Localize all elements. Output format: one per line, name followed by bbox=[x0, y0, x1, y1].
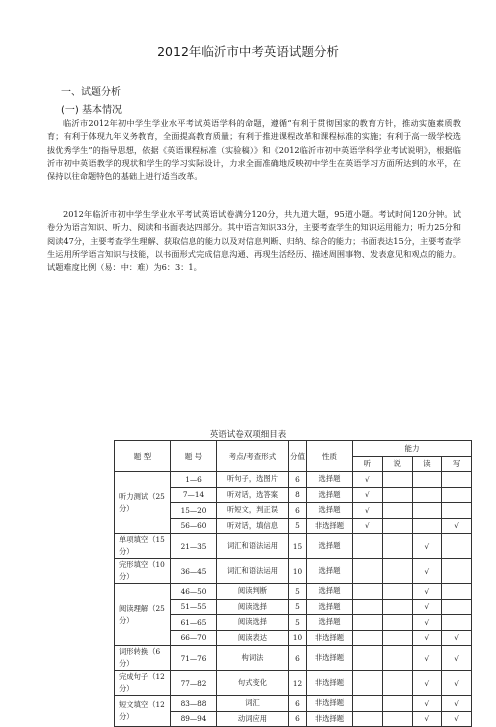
table-row bbox=[115, 696, 472, 712]
score-cell: 5 bbox=[289, 584, 307, 600]
header-type: 题 型 bbox=[115, 441, 171, 472]
ability-speak-cell bbox=[382, 534, 412, 559]
test-point-cell: 阅读选择 bbox=[217, 615, 289, 631]
spec-table bbox=[114, 440, 472, 727]
ability-listen-cell bbox=[353, 711, 383, 727]
ability-read-cell: √ bbox=[412, 696, 442, 712]
ability-speak-cell bbox=[382, 584, 412, 600]
ability-read-cell: √ bbox=[412, 711, 442, 727]
ability-write-cell bbox=[442, 584, 472, 600]
question-number-cell: 46—50 bbox=[171, 584, 217, 600]
paragraph-exam-structure: 2012年临沂市初中学生学业水平考试英语试卷满分120分，共九道大题，95道小题。考试时间120分钟。试卷分为语言知识、听力、阅读和书面表达四部分。其中语言知识33分，主要考查学生的知识运用能力；听力25分和阅读47分，主要考查学生理解、获取信息的能力以及对信息判断、归纳、综合的能力；书面表达15分，主要考查学生运用所学语言知识与技能，以书面形式完成信息沟通、再现生活经历、描述周围事物、发表意见和观点的能力。试题难度比例（易：中：难）为6：3：1。 bbox=[47, 209, 461, 273]
question-number-cell: 1—6 bbox=[171, 472, 217, 488]
ability-listen-cell bbox=[353, 599, 383, 615]
ability-write-cell: √ bbox=[442, 630, 472, 646]
test-point-cell: 听对话，选答案 bbox=[217, 487, 289, 503]
page-title: 2012年临沂市中考英语试题分析 bbox=[157, 44, 339, 59]
ability-listen-cell bbox=[353, 615, 383, 631]
question-type-cell: 词形转换（6分） bbox=[115, 646, 171, 671]
ability-read-cell: √ bbox=[412, 534, 442, 559]
ability-speak-cell bbox=[382, 671, 412, 696]
ability-read-cell: √ bbox=[412, 646, 442, 671]
header-ability: 能力 bbox=[353, 441, 472, 457]
ability-read-cell bbox=[412, 518, 442, 534]
question-number-cell: 83—88 bbox=[171, 696, 217, 712]
question-number-cell: 61—65 bbox=[171, 615, 217, 631]
ability-write-cell: √ bbox=[442, 518, 472, 534]
question-nature-cell: 非选择题 bbox=[307, 711, 353, 727]
ability-speak-cell bbox=[382, 599, 412, 615]
question-nature-cell: 选择题 bbox=[307, 584, 353, 600]
ability-listen-cell: √ bbox=[353, 487, 383, 503]
question-nature-cell: 非选择题 bbox=[307, 696, 353, 712]
question-nature-cell: 选择题 bbox=[307, 615, 353, 631]
question-type-cell: 听力测试（25分） bbox=[115, 472, 171, 534]
question-nature-cell: 选择题 bbox=[307, 599, 353, 615]
ability-write-cell: √ bbox=[442, 671, 472, 696]
ability-listen-cell: √ bbox=[353, 503, 383, 519]
table-row bbox=[115, 472, 472, 488]
question-nature-cell: 选择题 bbox=[307, 534, 353, 559]
ability-read-cell: √ bbox=[412, 615, 442, 631]
ability-read-cell bbox=[412, 503, 442, 519]
ability-listen-cell bbox=[353, 534, 383, 559]
score-cell: 5 bbox=[289, 518, 307, 534]
question-number-cell: 71—76 bbox=[171, 646, 217, 671]
test-point-cell: 构词法 bbox=[217, 646, 289, 671]
ability-read-cell: √ bbox=[412, 559, 442, 584]
test-point-cell: 听对话，填信息 bbox=[217, 518, 289, 534]
score-cell: 10 bbox=[289, 630, 307, 646]
test-point-cell: 词汇 bbox=[217, 696, 289, 712]
ability-read-cell bbox=[412, 472, 442, 488]
test-point-cell: 词汇和语法运用 bbox=[217, 559, 289, 584]
test-point-cell: 句式变化 bbox=[217, 671, 289, 696]
question-type-cell: 单项填空（15分） bbox=[115, 534, 171, 559]
subsection-heading: (一) 基本情况 bbox=[61, 105, 122, 116]
ability-speak-cell bbox=[382, 472, 412, 488]
header-score: 分值 bbox=[289, 441, 307, 472]
score-cell: 6 bbox=[289, 472, 307, 488]
test-point-cell: 阅读判断 bbox=[217, 584, 289, 600]
ability-speak-cell bbox=[382, 503, 412, 519]
question-number-cell: 56—60 bbox=[171, 518, 217, 534]
ability-write-cell bbox=[442, 559, 472, 584]
ability-write-cell: √ bbox=[442, 711, 472, 727]
question-type-cell: 完形填空（10分） bbox=[115, 559, 171, 584]
ability-read-cell: √ bbox=[412, 599, 442, 615]
header-read: 读 bbox=[412, 456, 442, 472]
header-number: 题 号 bbox=[171, 441, 217, 472]
score-cell: 6 bbox=[289, 646, 307, 671]
question-number-cell: 51—55 bbox=[171, 599, 217, 615]
score-cell: 5 bbox=[289, 599, 307, 615]
question-nature-cell: 非选择题 bbox=[307, 671, 353, 696]
table-row bbox=[115, 646, 472, 671]
score-cell: 15 bbox=[289, 534, 307, 559]
ability-write-cell: √ bbox=[442, 696, 472, 712]
ability-listen-cell bbox=[353, 696, 383, 712]
question-nature-cell: 非选择题 bbox=[307, 518, 353, 534]
ability-read-cell: √ bbox=[412, 671, 442, 696]
ability-read-cell: √ bbox=[412, 630, 442, 646]
score-cell: 6 bbox=[289, 696, 307, 712]
test-point-cell: 听短文，判正误 bbox=[217, 503, 289, 519]
score-cell: 6 bbox=[289, 503, 307, 519]
test-point-cell: 阅读选择 bbox=[217, 599, 289, 615]
ability-write-cell: √ bbox=[442, 646, 472, 671]
test-point-cell: 动词应用 bbox=[217, 711, 289, 727]
question-number-cell: 15—20 bbox=[171, 503, 217, 519]
score-cell: 8 bbox=[289, 487, 307, 503]
ability-speak-cell bbox=[382, 487, 412, 503]
question-number-cell: 77—82 bbox=[171, 671, 217, 696]
question-type-cell: 完成句子（12分） bbox=[115, 671, 171, 696]
question-nature-cell: 选择题 bbox=[307, 559, 353, 584]
section-heading: 一、试题分析 bbox=[61, 87, 121, 98]
header-nature: 性质 bbox=[307, 441, 353, 472]
score-cell: 10 bbox=[289, 559, 307, 584]
header-listen: 听 bbox=[353, 456, 383, 472]
ability-write-cell bbox=[442, 534, 472, 559]
header-point: 考点/考查形式 bbox=[217, 441, 289, 472]
question-nature-cell: 非选择题 bbox=[307, 646, 353, 671]
question-number-cell: 66—70 bbox=[171, 630, 217, 646]
ability-read-cell bbox=[412, 487, 442, 503]
ability-listen-cell bbox=[353, 630, 383, 646]
table-row bbox=[115, 671, 472, 696]
question-number-cell: 21—35 bbox=[171, 534, 217, 559]
table-row bbox=[115, 534, 472, 559]
question-nature-cell: 选择题 bbox=[307, 503, 353, 519]
ability-write-cell bbox=[442, 503, 472, 519]
question-type-cell: 阅读理解（25分） bbox=[115, 584, 171, 646]
ability-speak-cell bbox=[382, 615, 412, 631]
question-number-cell: 7—14 bbox=[171, 487, 217, 503]
ability-write-cell bbox=[442, 487, 472, 503]
table-caption: 英语试卷双项细目表 bbox=[209, 430, 287, 440]
question-nature-cell: 选择题 bbox=[307, 472, 353, 488]
ability-write-cell bbox=[442, 599, 472, 615]
ability-listen-cell bbox=[353, 584, 383, 600]
ability-speak-cell bbox=[382, 696, 412, 712]
ability-write-cell bbox=[442, 615, 472, 631]
table-row bbox=[115, 584, 472, 600]
ability-listen-cell bbox=[353, 559, 383, 584]
score-cell: 5 bbox=[289, 615, 307, 631]
ability-speak-cell bbox=[382, 559, 412, 584]
ability-speak-cell bbox=[382, 518, 412, 534]
question-number-cell: 36—45 bbox=[171, 559, 217, 584]
question-type-cell: 短文填空（12分） bbox=[115, 696, 171, 727]
score-cell: 6 bbox=[289, 711, 307, 727]
ability-listen-cell: √ bbox=[353, 518, 383, 534]
ability-listen-cell bbox=[353, 646, 383, 671]
ability-write-cell bbox=[442, 472, 472, 488]
table-header-row bbox=[115, 441, 472, 457]
test-point-cell: 词汇和语法运用 bbox=[217, 534, 289, 559]
ability-listen-cell bbox=[353, 671, 383, 696]
table-row bbox=[115, 559, 472, 584]
question-nature-cell: 选择题 bbox=[307, 487, 353, 503]
header-write: 写 bbox=[442, 456, 472, 472]
question-number-cell: 89—94 bbox=[171, 711, 217, 727]
score-cell: 12 bbox=[289, 671, 307, 696]
ability-read-cell: √ bbox=[412, 584, 442, 600]
test-point-cell: 阅读表达 bbox=[217, 630, 289, 646]
ability-speak-cell bbox=[382, 711, 412, 727]
ability-listen-cell: √ bbox=[353, 472, 383, 488]
ability-speak-cell bbox=[382, 646, 412, 671]
ability-speak-cell bbox=[382, 630, 412, 646]
test-point-cell: 听句子，选图片 bbox=[217, 472, 289, 488]
header-speak: 说 bbox=[382, 456, 412, 472]
paragraph-intro: 临沂市2012年初中学生学业水平考试英语学科的命题，遵循“有利于贯彻国家的教育方针，推动实施素质教育；有利于体现九年义务教育，全面提高教育质量；有利于推进课程改革和课程标准的实施；有利于高一级学校选拔优秀学生”的指导思想，依据《英语课程标准（实验稿）》和《2012临沂市初中英语学科学业考试说明》，根据临沂市初中英语教学的现状和学生的学习实际设计，力求全面准确地反映初中学生在英语学习方面所达到的水平，在保持以往命题特色的基础上进行适当改革。 bbox=[47, 118, 461, 182]
question-nature-cell: 非选择题 bbox=[307, 630, 353, 646]
